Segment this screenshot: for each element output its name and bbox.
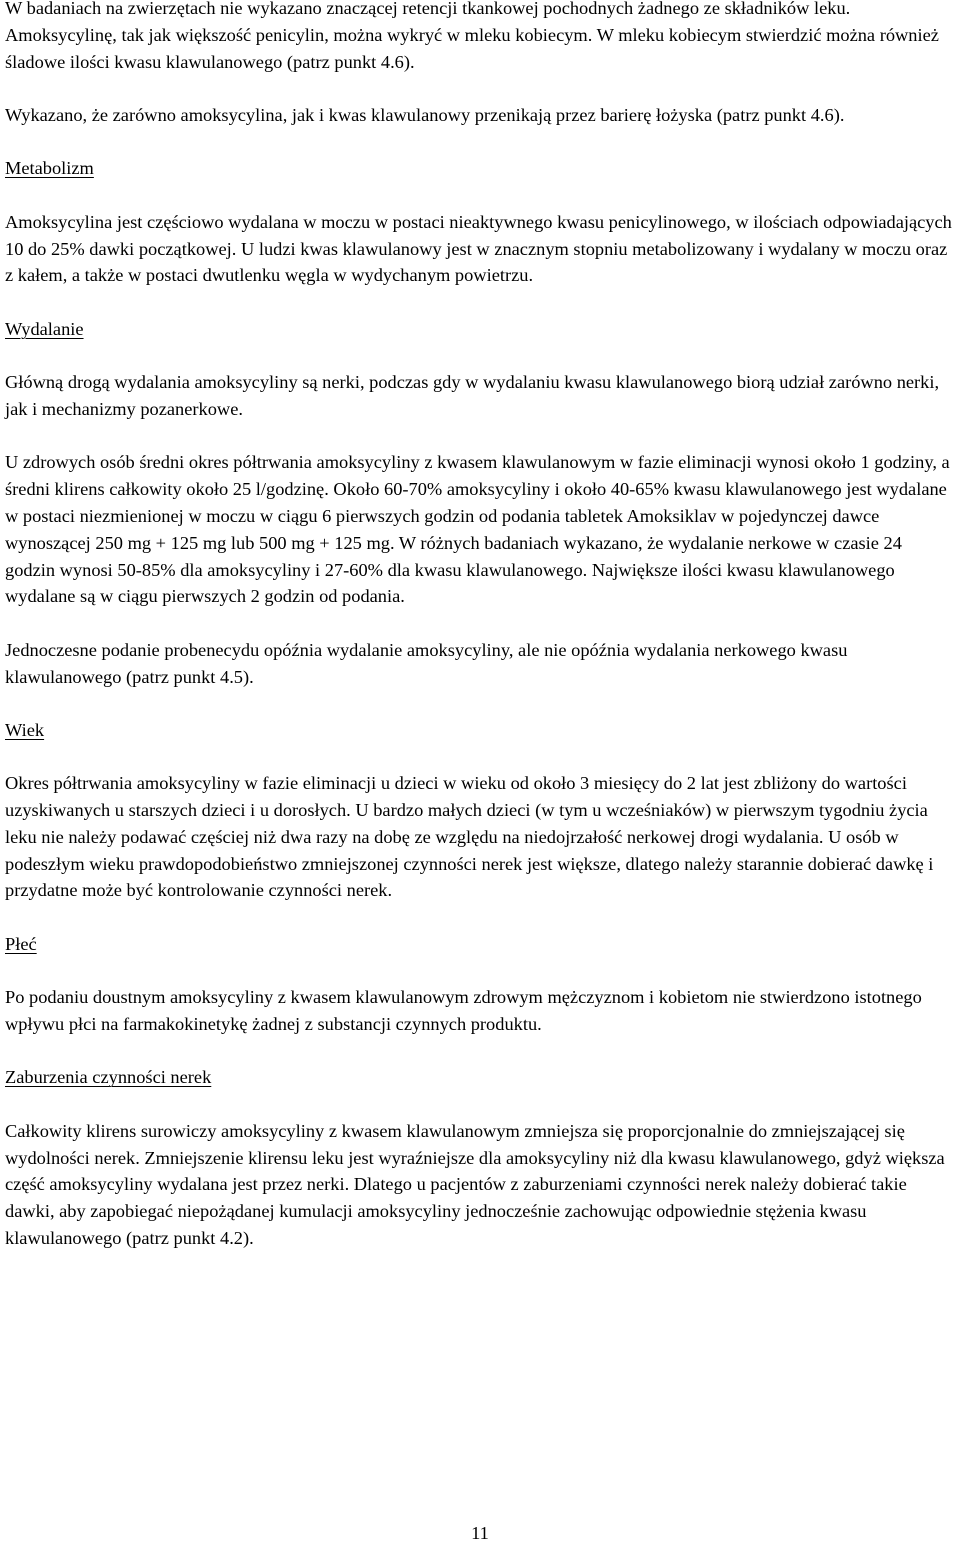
section-heading-metabolizm: [5, 155, 955, 182]
paragraph-metabolism: Amoksycylina jest częściowo wydalana w moczu w postaci nieaktywnego kwasu penicylinowego, w ilościach odpowiadających 10 do 25% dawki początkowej. U ludzi kwas klawulanowy jest w znacznym stopniu metabolizowany i wydalany w moczu oraz z kałem, a także w postaci dwutlenku węgla w wydychanym powietrzu.: [5, 211, 952, 286]
heading-plec-text: Płeć: [5, 933, 37, 954]
paragraph-placenta: Wykazano, że zarówno amoksycylina, jak i kwas klawulanowy przenikają przez barierę łożyska (patrz punkt 4.6).: [5, 104, 845, 125]
section-heading-wiek: [5, 717, 955, 744]
paragraph-sex: Po podaniu doustnym amoksycyliny z kwasem klawulanowym zdrowym mężczyznom i kobietom nie stwierdzono istotnego wpływu płci na farmakokinetykę żadnej z substancji czynnych produktu.: [5, 987, 922, 1035]
paragraph-tissue-retention: W badaniach na zwierzętach nie wykazano znaczącej retencji tkankowej pochodnych żadnego ze składników leku. Amoksycylinę, tak jak większość penicylin, można wykryć w mleku kobiecym. W mleku kobiecym stwierdzić można również śladowe ilości kwasu klawulanowego (patrz punkt 4.6).: [5, 0, 939, 72]
heading-wydalanie-text: Wydalanie: [5, 318, 84, 339]
section-heading-wydalanie: [5, 316, 955, 343]
section-heading-renal: [5, 1064, 955, 1091]
page-number: 11: [471, 1523, 489, 1543]
paragraph-half-life: U zdrowych osób średni okres półtrwania amoksycyliny z kwasem klawulanowym w fazie eliminacji wynosi około 1 godziny, a średni klirens całkowity około 25 l/godzinę. Około 60-70% amoksycyliny i około 40-65% kwasu klawulanowego jest wydalane w postaci niezmienionej w moczu w ciągu 6 pierwszych godzin od podania tabletek Amoksiklav w pojedynczej dawce wynoszącej 250 mg + 125 mg lub 500 mg + 125 mg. W różnych badaniach wykazano, że wydalanie nerkowe w czasie 24 godzin wynosi 50-85% dla amoksycyliny i 27-60% dla kwasu klawulanowego. Największe ilości kwasu klawulanowego wydalane są w ciągu pierwszych 2 godzin od podania.: [5, 452, 950, 607]
heading-metabolizm-text: Metabolizm: [5, 158, 94, 179]
paragraph-age: Okres półtrwania amoksycyliny w fazie eliminacji u dzieci w wieku od około 3 miesięcy do 2 lat jest zbliżony do wartości uzyskiwanych u starszych dzieci i u dorosłych. U bardzo małych dzieci (w tym u wcześniaków) w pierwszym tygodniu życia leku nie należy podawać częściej niż dwa razy na dobę ze względu na niedojrzałość nerkowej drogi wydalania. U osób w podeszłym wieku prawdopodobieństwo zmniejszonej czynności nerek jest większe, dlatego należy starannie dobierać dawkę i przydatne może być kontrolowanie czynności nerek.: [5, 773, 934, 901]
paragraph-excretion-route: Główną drogą wydalania amoksycyliny są nerki, podczas gdy w wydalaniu kwasu klawulanowego biorą udział zarówno nerki, jak i mechanizmy pozanerkowe.: [5, 372, 940, 419]
heading-wiek-text: Wiek: [5, 719, 45, 740]
document-page: [5, 0, 955, 1278]
paragraph-probenecid: Jednoczesne podanie probenecydu opóźnia wydalanie amoksycyliny, ale nie opóźnia wydalania nerkowego kwasu klawulanowego (patrz punkt 4.5).: [5, 639, 848, 687]
heading-renal-text: Zaburzenia czynności nerek: [5, 1067, 212, 1088]
section-heading-plec: [5, 931, 955, 958]
paragraph-renal-impairment: Całkowity klirens surowiczy amoksycyliny z kwasem klawulanowym zmniejsza się proporcjonalnie do zmniejszającej się wydolności nerek. Zmniejszenie klirensu leku jest wyraźniejsze dla amoksycyliny niż dla kwasu klawulanowego, gdyż większa część amoksycyliny wydalana jest przez nerki. Dlatego u pacjentów z zaburzeniami czynności nerek należy dobierać takie dawki, aby zapobiegać niepożądanej kumulacji amoksycyliny jednocześnie zachowując odpowiednie stężenia kwasu klawulanowego (patrz punkt 4.2).: [5, 1120, 945, 1249]
